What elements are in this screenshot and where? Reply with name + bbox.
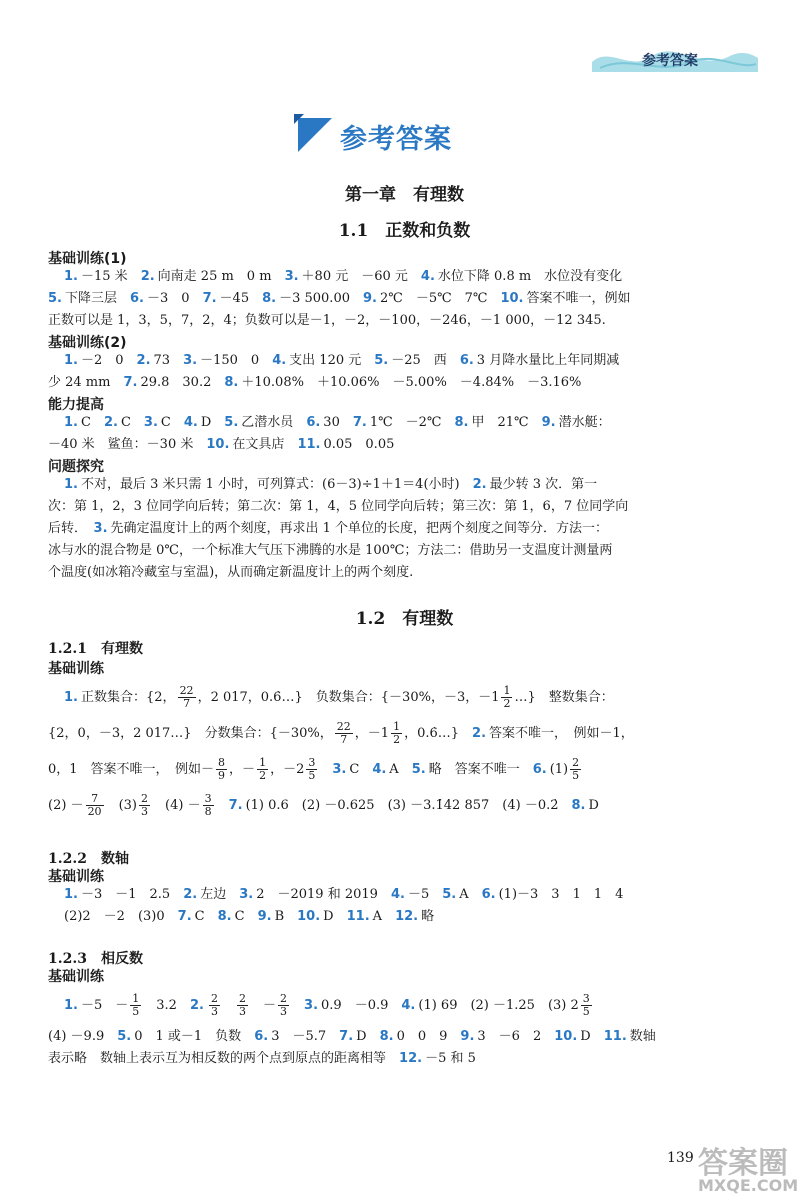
q-num: 3. <box>284 269 299 284</box>
fraction <box>86 793 104 818</box>
q-num: 1. <box>64 690 78 705</box>
s2-line-2 <box>64 906 764 928</box>
s1-line-4 <box>48 788 764 824</box>
numerator: 3 <box>204 792 212 805</box>
answer: 下降三层 <box>64 291 117 306</box>
q-num: 7. <box>123 375 138 390</box>
fraction <box>278 993 289 1018</box>
answer: 答案不唯一，例如 <box>526 291 631 306</box>
answer: －5 － <box>80 998 129 1013</box>
fraction <box>570 757 581 782</box>
answer: －5 和 5 <box>425 1051 476 1066</box>
answer: 答案不唯一， 例如－1， <box>489 726 634 741</box>
q-num: 11. <box>603 1029 627 1044</box>
answer: 3 月降水量比上年同期减 <box>476 353 620 368</box>
fraction <box>581 993 592 1018</box>
denominator: 7 <box>183 697 191 710</box>
answer: 2℃ －5℃ 7℃ <box>380 291 488 306</box>
q-num: 6. <box>459 353 474 368</box>
s3-label: 基础训练 <box>48 969 104 985</box>
q-num: 2. <box>140 269 155 284</box>
q-num: 5. <box>48 291 62 306</box>
q-num: 7. <box>228 798 243 813</box>
q-num: 9. <box>460 1029 475 1044</box>
numerator: 1 <box>393 720 401 733</box>
q-num: 6. <box>481 887 496 902</box>
g4-line-1 <box>64 474 764 496</box>
g4-line-3 <box>48 518 764 540</box>
answer: D <box>588 798 599 813</box>
q-num: 12. <box>395 909 419 924</box>
q-num: 5. <box>224 415 239 430</box>
answer: 表示略 数轴上表示互为相反数的两个点到原点的距离相等 <box>48 1051 387 1066</box>
answer: － <box>263 998 277 1013</box>
denominator: 5 <box>582 1005 590 1018</box>
answer: ＋10.08% ＋10.06% －5.00% －4.84% －3.16% <box>241 375 582 390</box>
q-num: 8. <box>224 375 239 390</box>
g1-label: 基础训练(1) <box>48 251 127 267</box>
answer: ，－2 <box>270 762 305 777</box>
q-num: 7. <box>202 291 217 306</box>
q-num: 2. <box>183 887 198 902</box>
fraction <box>237 993 248 1018</box>
q-num: 10. <box>554 1029 578 1044</box>
section-1-1-title: 1.1 正数和负数 <box>338 221 471 241</box>
g4-line-4: 冰与水的混合物是 0℃，一个标准大气压下沸腾的水是 100℃；方法二：借助另一支温度计测量两 <box>48 543 613 558</box>
numerator: 1 <box>259 756 267 769</box>
q-num: 8. <box>454 415 469 430</box>
q-num: 3. <box>93 521 108 536</box>
answer: 0.05 0.05 <box>323 437 395 452</box>
answer: 少 24 mm <box>48 375 111 390</box>
answer: C <box>160 415 171 430</box>
denominator: 3 <box>210 1005 218 1018</box>
q-num: 3. <box>304 998 319 1013</box>
s1-line-1: 1. 正数集合：{2， $\frac{22}{7}$ ，2 017，0.6̇…} 负数集合：{－30%，－3，－1 $\frac{1}{2}$ …} 整数集合： <box>64 684 614 710</box>
answer: 甲 21℃ <box>471 415 529 430</box>
q-num: 7. <box>339 1029 354 1044</box>
answer: 正数集合： <box>80 690 146 705</box>
q-num: 2. <box>472 477 487 492</box>
answer: 潜水艇： <box>558 415 611 430</box>
fraction <box>139 793 150 818</box>
q-num: 4. <box>183 415 198 430</box>
q-num: 9. <box>257 909 272 924</box>
answer: 73 <box>153 353 171 368</box>
q-num: 12. <box>399 1051 423 1066</box>
q-num: 4. <box>401 998 416 1013</box>
fraction <box>306 757 317 782</box>
answer: －30%， <box>277 726 333 741</box>
numerator: 3 <box>582 992 590 1005</box>
fraction <box>178 685 196 710</box>
answer: 负数集合： <box>315 690 381 705</box>
q-num: 2. <box>136 353 151 368</box>
answer: (4) －9.9 <box>48 1029 105 1044</box>
numerator: 2 <box>210 992 218 1005</box>
answer: (1) 69 (2) －1.25 (3) 2 <box>418 998 579 1013</box>
q-num: 10. <box>206 437 230 452</box>
denominator: 3 <box>141 805 148 818</box>
q-num: 5. <box>411 762 426 777</box>
q-num: 6. <box>532 762 547 777</box>
fraction <box>130 993 141 1018</box>
watermark-text: 答案圈 <box>698 1146 788 1181</box>
answer: －3 500.00 <box>279 291 350 306</box>
fraction <box>391 721 402 746</box>
answer: 0.9 －0.9 <box>321 998 389 1013</box>
answer: … <box>514 690 528 705</box>
answer: 向南走 25 m 0 m <box>157 269 272 284</box>
answer: 整数集合： <box>548 690 614 705</box>
s1-label: 基础训练 <box>48 661 104 677</box>
answer: C <box>349 762 360 777</box>
numerator: 2 <box>280 992 288 1005</box>
s3-line-3 <box>48 1048 764 1070</box>
g3-line-2 <box>48 434 764 456</box>
q-num: 1. <box>64 998 78 1013</box>
answer: D <box>200 415 212 430</box>
answer: A <box>389 762 399 777</box>
answer: 0 0 9 <box>396 1029 448 1044</box>
page-number: 139 <box>667 1150 694 1166</box>
denominator: 5 <box>132 1005 140 1018</box>
triangle-icon <box>292 112 336 156</box>
numerator: 3 <box>308 756 316 769</box>
fraction <box>501 685 512 710</box>
denominator: 2 <box>503 697 511 710</box>
answer: 3.2 <box>156 998 177 1013</box>
q-num: 2. <box>472 726 487 741</box>
answer: －3 －1 2.5 <box>80 887 171 902</box>
q-num: 8. <box>262 291 277 306</box>
s2-line-1 <box>64 884 764 906</box>
denominator: 3 <box>238 1005 246 1018</box>
fraction <box>203 793 214 818</box>
denominator: 5 <box>308 769 316 782</box>
answer: ＋80 元 －60 元 <box>301 269 408 284</box>
answer: ，－ <box>229 762 256 777</box>
watermark-logo <box>692 1138 809 1200</box>
g4-label: 问题探究 <box>48 459 104 475</box>
answer: {2，0，－3，2 017…} <box>48 726 192 741</box>
q-num: 4. <box>420 269 435 284</box>
answer: －25 西 <box>391 353 447 368</box>
numerator: 1 <box>503 684 511 697</box>
g1-line-1 <box>64 266 764 288</box>
answer: －15 米 <box>80 269 128 284</box>
answer: －30%，－3，－1 <box>389 690 500 705</box>
q-num: 5. <box>374 353 389 368</box>
answer: (2) － <box>48 798 84 813</box>
q-num: 8. <box>379 1029 394 1044</box>
q-num: 11. <box>297 437 321 452</box>
g1-line-3: 正数可以是 1，3，5，7，2，4；负数可以是－1，－2，－100，－246，－1 000，－12 345. <box>48 313 606 328</box>
g3-label: 能力提高 <box>48 397 104 413</box>
denominator: 5 <box>572 769 580 782</box>
q-num: 3. <box>332 762 347 777</box>
denominator: 7 <box>340 733 348 746</box>
q-num: 4. <box>272 353 287 368</box>
answer: C <box>120 415 131 430</box>
header-tag-text: 参考答案 <box>642 53 698 69</box>
q-num: 11. <box>346 909 370 924</box>
answer: －3 0 <box>147 291 190 306</box>
s2-label: 基础训练 <box>48 869 104 885</box>
q-num: 6. <box>130 291 144 306</box>
q-num: 1. <box>64 477 78 492</box>
answer: －150 0 <box>200 353 260 368</box>
numerator: 7 <box>86 793 104 806</box>
s2-title: 1.2.2 数轴 <box>48 851 129 867</box>
answer: (1)－3 3 1 1 4 <box>498 887 624 902</box>
q-num: 5. <box>117 1029 132 1044</box>
denominator: 20 <box>87 805 102 818</box>
answer: (3) <box>118 798 137 813</box>
answer: (1) <box>549 762 569 777</box>
q-num: 2. <box>189 998 204 1013</box>
answer: 支出 120 元 <box>289 353 362 368</box>
q-num: 9. <box>363 291 377 306</box>
answer: 2， <box>154 690 176 705</box>
numerator: 22 <box>179 684 194 697</box>
q-num: 6. <box>306 415 321 430</box>
denominator: 8 <box>204 805 212 818</box>
q-num: 2. <box>103 415 118 430</box>
answer: 略 答案不唯一 <box>428 762 520 777</box>
q-num: 6. <box>254 1029 269 1044</box>
answer: 0，1 答案不唯一， 例如－ <box>48 762 215 777</box>
q-num: 7. <box>177 909 192 924</box>
answer: 30 <box>323 415 340 430</box>
fraction <box>216 757 227 782</box>
q-num: 1. <box>64 353 78 368</box>
denominator: 3 <box>280 1005 288 1018</box>
answer: 数轴 <box>629 1029 656 1044</box>
answer: 2 －2019 和 2019 <box>256 887 378 902</box>
answer: C <box>194 909 205 924</box>
answer: D <box>356 1029 367 1044</box>
answer: B <box>274 909 285 924</box>
g1-line-2 <box>48 288 764 310</box>
fraction <box>257 757 268 782</box>
page-title: 参考答案 <box>340 124 452 155</box>
answer: －2 0 <box>80 353 124 368</box>
q-num: 3. <box>183 353 198 368</box>
denominator: 9 <box>218 769 226 782</box>
numerator: 2 <box>141 792 148 805</box>
answer: 在文具店 <box>232 437 285 452</box>
numerator: 1 <box>132 992 140 1005</box>
answer: 0 1 或－1 负数 <box>134 1029 242 1044</box>
answer: D <box>323 909 334 924</box>
answer: ，－1 <box>354 726 390 741</box>
s3-line-2 <box>48 1026 764 1048</box>
q-num: 1. <box>64 887 78 902</box>
q-num: 8. <box>571 798 586 813</box>
answer: 先确定温度计上的两个刻度，再求出 1 个单位的长度，把两个刻度之间等分．方法一： <box>110 521 609 536</box>
q-num: 8. <box>217 909 232 924</box>
g2-line-2 <box>48 372 764 394</box>
answer: A <box>372 909 383 924</box>
answer: 水位下降 0.8 m 水位没有变化 <box>437 269 623 284</box>
answer: －5 <box>407 887 430 902</box>
answer: C <box>80 415 91 430</box>
q-num: 9. <box>541 415 556 430</box>
answer: －45 <box>219 291 250 306</box>
section-1-2-title: 1.2 有理数 <box>355 609 454 629</box>
fraction <box>209 993 220 1018</box>
numerator: 2 <box>572 756 580 769</box>
q-num: 5. <box>442 887 457 902</box>
s3-line-1 <box>64 988 764 1024</box>
chapter-title: 第一章 有理数 <box>345 185 464 205</box>
numerator: 8 <box>218 756 226 769</box>
answer: (4) － <box>165 798 201 813</box>
answer: ，2 017，0.6̇… <box>197 690 295 705</box>
answer: 3 －6 2 <box>477 1029 542 1044</box>
g2-line-1 <box>64 350 764 372</box>
header-tag <box>590 42 760 76</box>
answer: 29.8 30.2 <box>140 375 212 390</box>
denominator: 2 <box>259 769 267 782</box>
numerator: 22 <box>336 720 351 733</box>
answer: (2)2 －2 (3)0 <box>64 909 165 924</box>
q-num: 10. <box>297 909 321 924</box>
denominator: 2 <box>393 733 401 746</box>
g2-label: 基础训练(2) <box>48 335 127 351</box>
q-num: 4. <box>372 762 387 777</box>
answer: 左边 <box>200 887 227 902</box>
s3-title: 1.2.3 相反数 <box>48 951 143 967</box>
q-num: 1. <box>64 269 78 284</box>
answer: ，0.6̇… <box>404 726 451 741</box>
answer: A <box>459 887 469 902</box>
fraction <box>335 721 353 746</box>
answer: 最少转 3 次．第一 <box>489 477 598 492</box>
answer: 乙潜水员 <box>241 415 294 430</box>
q-num: 10. <box>500 291 524 306</box>
s1-line-3 <box>48 752 764 788</box>
answer: 1℃ －2℃ <box>369 415 442 430</box>
s1-title: 1.2.1 有理数 <box>48 641 143 657</box>
answer: 不对，最后 3 米只需 1 小时，可列算式：(6－3)÷1＋1＝4(小时) <box>80 477 460 492</box>
q-num: 1. <box>64 415 78 430</box>
g4-line-2: 次：第 1，2，3 位同学向后转；第二次：第 1，4，5 位同学向后转；第三次：第 1，6，7 位同学向 <box>48 499 629 514</box>
answer: 3 －5.7 <box>271 1029 327 1044</box>
watermark-url: MXQE.COM <box>698 1176 799 1195</box>
q-num: 3. <box>239 887 254 902</box>
answer: 略 <box>421 909 435 924</box>
g3-line-1 <box>64 412 764 434</box>
answer: 后转． <box>48 521 81 536</box>
answer: D <box>580 1029 591 1044</box>
answer: C <box>234 909 245 924</box>
numerator: 2 <box>238 992 246 1005</box>
q-num: 7. <box>352 415 367 430</box>
q-num: 4. <box>390 887 405 902</box>
q-num: 3. <box>143 415 158 430</box>
answer: －40 米 鲨鱼：－30 米 <box>48 437 194 452</box>
g4-line-5: 个温度(如冰箱冷藏室与室温)，从而确定新温度计上的两个刻度. <box>48 565 414 580</box>
s1-line-2: {2，0，－3，2 017…} 分数集合：{－30%， $\frac{22}{7}$ ，－1 $\frac{1}{2}$ ，0.6̇…} 2. 答案不唯一， 例如－1， <box>48 720 634 746</box>
answer: (1) 0.6 (2) －0.625 (3) －3.1̇42 857̇ (4) －0.2̇ <box>245 798 559 813</box>
answer: 分数集合： <box>204 726 270 741</box>
